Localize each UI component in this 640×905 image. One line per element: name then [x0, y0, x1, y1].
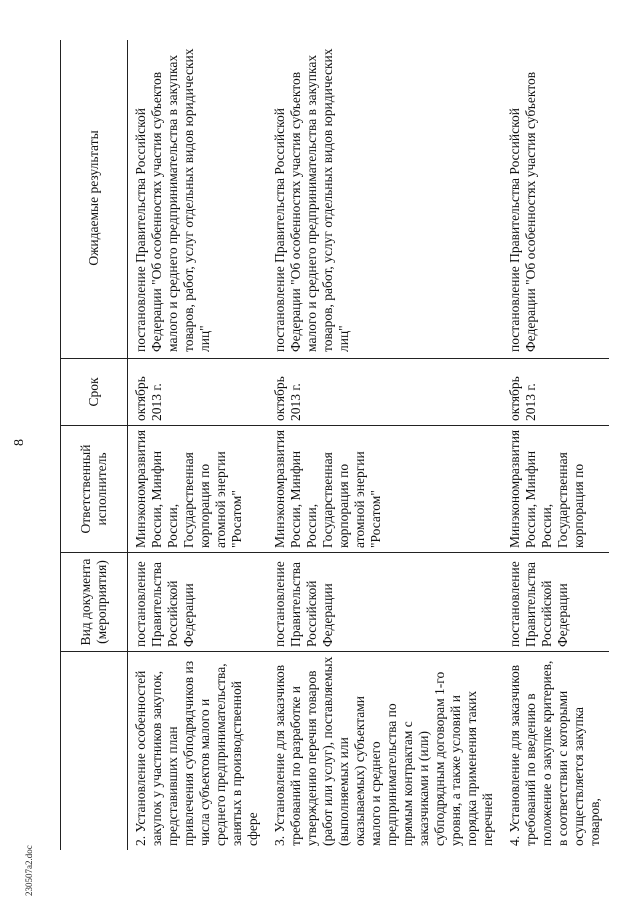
- action-plan-table: [60, 40, 609, 850]
- cell-term: октябрь 2013 г.: [267, 359, 502, 426]
- header-results: Ожидаемые результаты: [61, 40, 128, 359]
- cell-executor: Минэкономразвития России, Минфин России, Государственная корпорация по: [502, 426, 609, 553]
- header-executor: Ответственный исполнитель: [61, 426, 128, 553]
- cell-results: постановление Правительства Российской Федерации "Об особенностях участия субъектов малого и среднего предпринимательства в закупках товаров, работ, услуг отдельных видов юридических лиц": [128, 40, 268, 359]
- cell-results: постановление Правительства Российской Федерации "Об особенностях участия субъектов малого и среднего предпринимательства в закупках товаров, работ, услуг отдельных видов юридических лиц": [267, 40, 502, 359]
- cell-activity: 3. Установление для заказчиков требований по разработке и утверждению перечня товаров (работ или услуг), поставляемых (выполняемых или оказываемых) субъектами малого и среднего предпринимательства по прямым контрактам с заказчиками и (или) субподрядным договорам 1-го уровня, а также условий и порядка применения таких перечней: [272, 656, 495, 846]
- table-row: [128, 40, 268, 850]
- cell-document-type: постановление Правительства Российской Федерации: [267, 553, 502, 652]
- header-term: Срок: [61, 359, 128, 426]
- table-row: [502, 40, 609, 850]
- header-activity: [61, 652, 128, 851]
- cell-executor: Минэкономразвития России, Минфин России, Государственная корпорация по атомной энергии "Росатом": [267, 426, 502, 553]
- cell-results: постановление Правительства Российской Федерации "Об особенностях участия субъектов: [502, 40, 609, 359]
- header-document-type: Вид документа (мероприятия): [61, 553, 128, 652]
- table-header-row: [61, 40, 128, 850]
- cell-executor: Минэкономразвития России, Минфин России, Государственная корпорация по атомной энергии "Росатом": [128, 426, 268, 553]
- cell-activity: 2. Установление особенностей закупок у участников закупок, представивших план привлечения субподрядчиков из числа субъектов малого и среднего предпринимательства, занятых в производственной сфере: [133, 660, 260, 846]
- cell-term: октябрь 2013 г.: [128, 359, 268, 426]
- cell-document-type: постановление Правительства Российской Федерации: [502, 553, 609, 652]
- table-row: [267, 40, 502, 850]
- rotated-table-container: [60, 40, 602, 850]
- cell-activity: 4. Установление для заказчиков требований по введению в положение о закупке критериев, в соответствии с которыми осуществляется закупка товаров,: [507, 660, 602, 846]
- footer-file-code: 230507a2.doc: [24, 845, 34, 896]
- cell-document-type: постановление Правительства Российской Федерации: [128, 553, 268, 652]
- cell-term: октябрь 2013 г.: [502, 359, 609, 426]
- page-number: 8: [12, 439, 27, 446]
